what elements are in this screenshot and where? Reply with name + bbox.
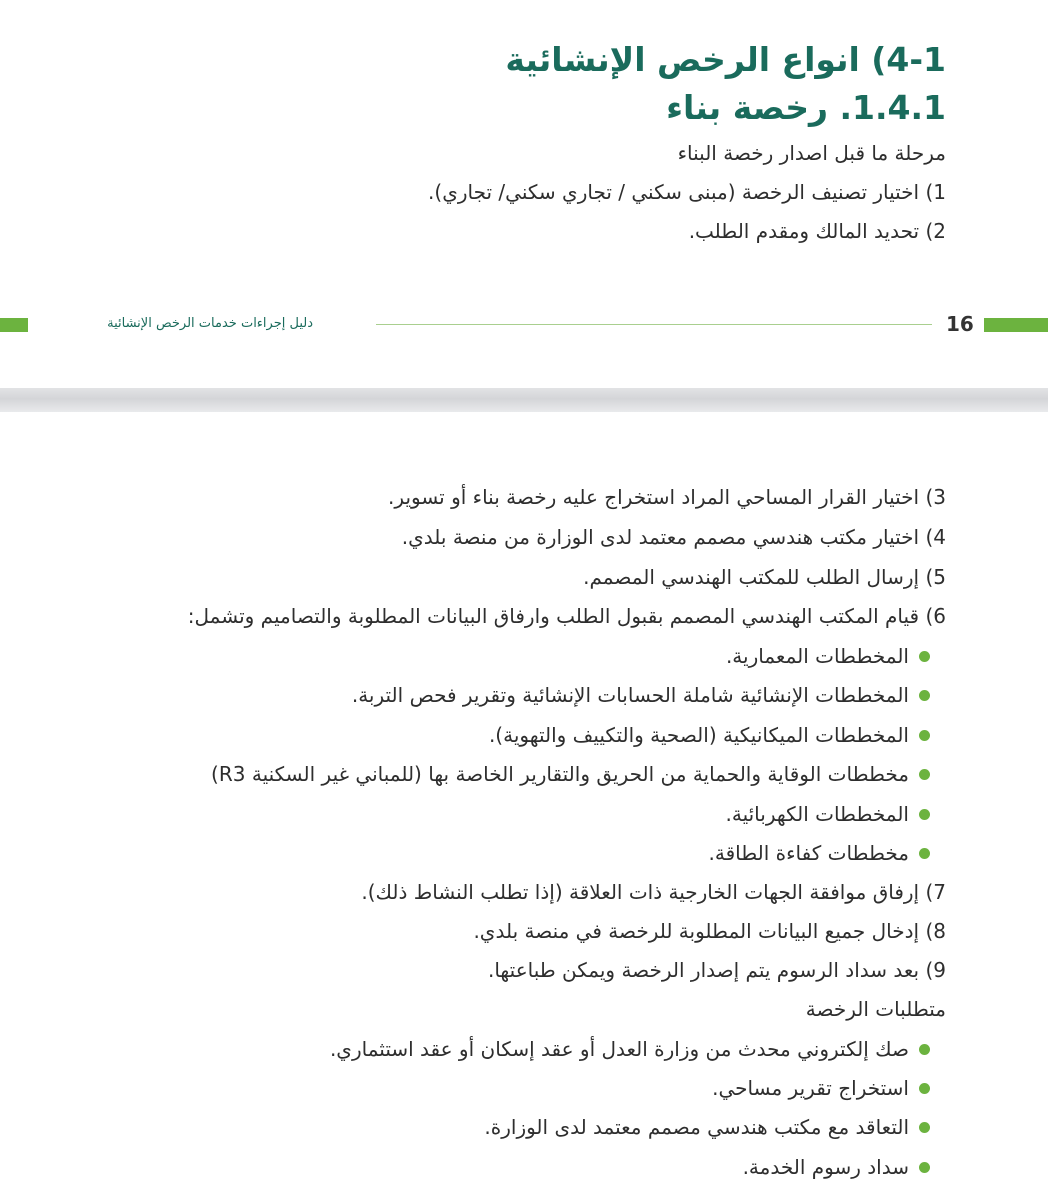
bullet-dot-icon (919, 690, 930, 701)
requirement-item-text: التعاقد مع مكتب هندسي مصمم معتمد لدى الوزارة. (484, 1115, 909, 1139)
intro-text: مرحلة ما قبل اصدار رخصة البناء (677, 141, 946, 165)
step-6: 6) قيام المكتب الهندسي المصمم بقبول الطلب وارفاق البيانات المطلوبة والتصاميم وتشمل: (187, 604, 946, 628)
requirement-item (484, 1115, 930, 1139)
plan-item (709, 841, 930, 865)
page-separator (0, 388, 1048, 412)
bullet-dot-icon (919, 769, 930, 780)
plan-item (725, 802, 930, 826)
plan-item-text: المخططات المعمارية. (725, 644, 909, 668)
page-number: 16 (946, 312, 974, 336)
plan-item-text: مخططات الوقاية والحماية من الحريق والتقارير الخاصة بها (للمباني غير السكنية R3) (211, 762, 909, 786)
document-page-top (0, 0, 1048, 388)
bullet-dot-icon (919, 1044, 930, 1055)
footer-rule (376, 324, 932, 325)
requirement-item-text: صك إلكتروني محدث من وزارة العدل أو عقد إسكان أو عقد استثماري. (329, 1037, 909, 1061)
step-4: 4) اختيار مكتب هندسي مصمم معتمد لدى الوزارة من منصة بلدي. (401, 525, 946, 549)
section-heading: 4-1) انواع الرخص الإنشائية (505, 40, 946, 79)
step-1: 1) اختيار تصنيف الرخصة (مبنى سكني / تجاري سكني/ تجاري). (428, 180, 946, 204)
requirements-heading: متطلبات الرخصة (805, 997, 946, 1021)
plan-item-text: المخططات الكهربائية. (725, 802, 909, 826)
requirement-item-text: استخراج تقرير مساحي. (712, 1076, 909, 1100)
step-3: 3) اختيار القرار المساحي المراد استخراج عليه رخصة بناء أو تسوير. (388, 485, 946, 509)
plan-item-text: المخططات الإنشائية شاملة الحسابات الإنشائية وتقرير فحص التربة. (351, 683, 909, 707)
bullet-dot-icon (919, 730, 930, 741)
step-5: 5) إرسال الطلب للمكتب الهندسي المصمم. (583, 565, 946, 589)
bullet-dot-icon (919, 1162, 930, 1173)
footer-accent-left (0, 318, 28, 332)
requirement-item-text: سداد رسوم الخدمة. (742, 1155, 909, 1179)
plan-item (489, 723, 930, 747)
step-9: 9) بعد سداد الرسوم يتم إصدار الرخصة ويمكن طباعتها. (487, 958, 946, 982)
bullet-dot-icon (919, 1083, 930, 1094)
requirement-item (712, 1076, 930, 1100)
footer-accent-right (984, 318, 1048, 332)
step-8: 8) إدخال جميع البيانات المطلوبة للرخصة في منصة بلدي. (473, 919, 946, 943)
step-7: 7) إرفاق موافقة الجهات الخارجية ذات العلاقة (إذا تطلب النشاط ذلك). (361, 880, 946, 904)
step-2: 2) تحديد المالك ومقدم الطلب. (688, 219, 946, 243)
plan-item-text: المخططات الميكانيكية (الصحية والتكييف والتهوية). (488, 723, 909, 747)
document-page-bottom (0, 412, 1048, 1200)
requirement-item (330, 1037, 930, 1061)
bullet-dot-icon (919, 1122, 930, 1133)
requirement-item (743, 1155, 930, 1179)
bullet-dot-icon (919, 651, 930, 662)
bullet-dot-icon (919, 848, 930, 859)
footer-title: دليل إجراءات خدمات الرخص الإنشائية (107, 316, 313, 331)
bullet-dot-icon (919, 809, 930, 820)
plan-item (211, 762, 930, 786)
plan-item-text: مخططات كفاءة الطاقة. (708, 841, 909, 865)
plan-item (352, 683, 930, 707)
subsection-heading: 1.4.1. رخصة بناء (666, 88, 946, 127)
plan-item (726, 644, 930, 668)
